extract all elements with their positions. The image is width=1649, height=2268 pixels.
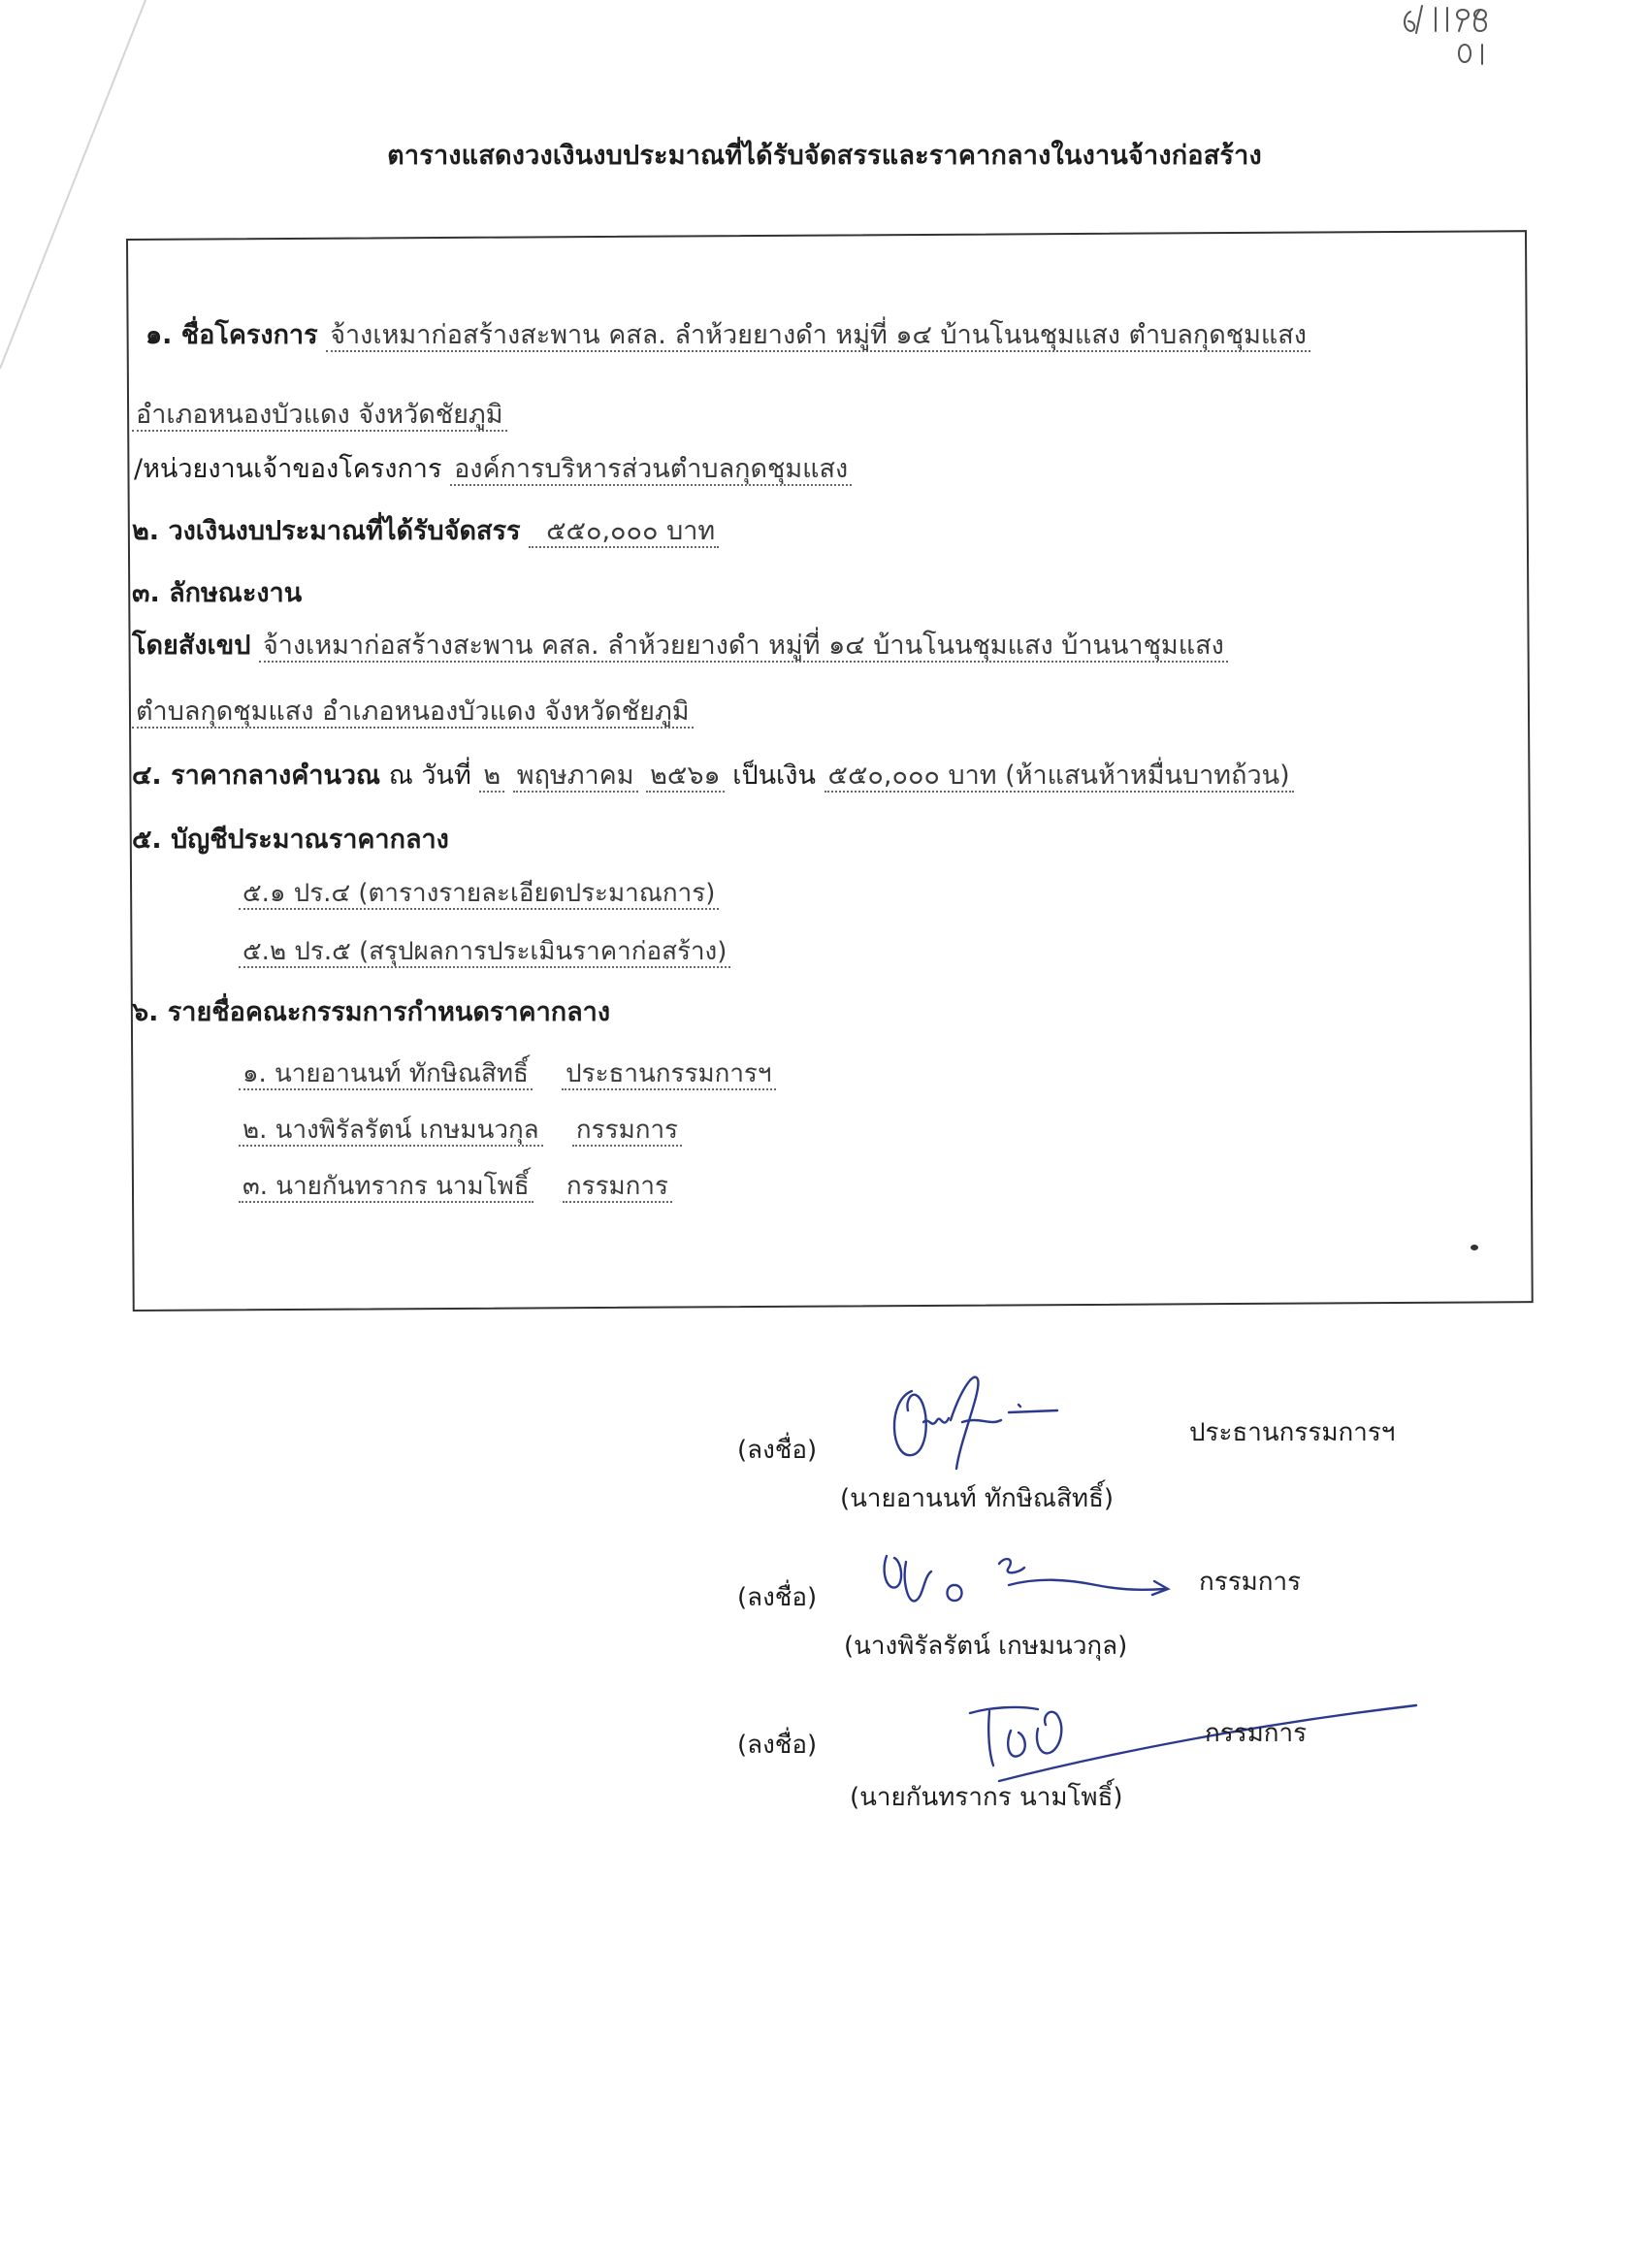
median-price-amount: ๕๕๐,๐๐๐ บาท (ห้าแสนห้าหมื่นบาทถ้วน) — [824, 761, 1294, 793]
sign-role-1: ประธานกรรมการฯ — [1189, 1418, 1396, 1447]
scan-dot — [1471, 1245, 1478, 1250]
sign-role-3: กรรมการ — [1205, 1719, 1308, 1748]
work-type-label: ๓. ลักษณะงาน — [132, 578, 303, 608]
sign-label-1: (ลงชื่อ) — [737, 1436, 818, 1465]
committee-member-2-name: ๒. นางพิรัลรัตน์ เกษมนวกุล — [239, 1116, 543, 1147]
signature-1 — [873, 1362, 1077, 1478]
budget-value: ๕๕๐,๐๐๐ บาท — [529, 516, 719, 548]
agency-label: /หน่วยงานเจ้าของโครงการ — [134, 454, 442, 484]
project-location-row — [132, 400, 507, 431]
work-summary-label: โดยสังเขป — [132, 631, 251, 661]
committee-member-2-role: กรรมการ — [572, 1116, 682, 1147]
committee-member-3-name: ๓. นายกันทรากร นามโพธิ์ — [239, 1172, 534, 1203]
price-list-item-2 — [239, 937, 730, 967]
committee-member-3-role: กรรมการ — [563, 1172, 672, 1203]
work-summary-row-2 — [132, 697, 694, 728]
project-location-value: อำเภอหนองบัวแดง จังหวัดชัยภูมิ — [132, 400, 507, 432]
sign-name-3: (นายกันทรากร นามโพธิ์) — [850, 1783, 1123, 1812]
median-price-day: ๒ — [479, 761, 504, 793]
price-list-item-1-text: ๕.๑ ปร.๔ (ตารางรายละเอียดประมาณการ) — [239, 879, 719, 910]
price-list-item-1 — [239, 879, 719, 909]
work-summary-value-2: ตำบลกุดชุมแสง อำเภอหนองบัวแดง จังหวัดชัยภูมิ — [132, 697, 694, 729]
median-price-row — [132, 761, 1294, 792]
project-name-label: ๑. ชื่อโครงการ — [146, 320, 318, 350]
committee-member-1-name: ๑. นายอานนท์ ทักษิณสิทธิ์ — [239, 1059, 533, 1090]
median-price-month: พฤษภาคม — [513, 761, 638, 793]
budget-label: ๒. วงเงินงบประมาณที่ได้รับจัดสรร — [132, 516, 521, 546]
committee-member-1-role: ประธานกรรมการฯ — [562, 1059, 775, 1090]
committee-member-2 — [239, 1116, 682, 1146]
work-summary-value: จ้างเหมาก่อสร้างสะพาน คสล. ลำห้วยยางดำ หมู่ที่ ๑๔ บ้านโนนชุมแสง บ้านนาชุมแสง — [259, 631, 1228, 663]
sign-label-2: (ลงชื่อ) — [737, 1583, 818, 1612]
work-summary-row — [132, 631, 1228, 662]
median-price-year: ๒๕๖๑ — [646, 761, 725, 793]
sign-name-2: (นางพิรัลรัตน์ เกษมนวกุล) — [844, 1632, 1128, 1661]
signature-2 — [873, 1542, 1193, 1630]
agency-value: องค์การบริหารส่วนตำบลกุดชุมแสง — [450, 454, 852, 486]
project-name-row — [146, 320, 1310, 351]
project-name-value: จ้างเหมาก่อสร้างสะพาน คสล. ลำห้วยยางดำ หมู่ที่ ๑๔ บ้านโนนชุมแสง ตำบลกุดชุมแสง — [326, 320, 1310, 352]
committee-member-1 — [239, 1059, 776, 1089]
budget-row — [132, 516, 719, 547]
sign-label-3: (ลงชื่อ) — [737, 1731, 818, 1760]
committee-label: ๖. รายชื่อคณะกรรมการกำหนดราคากลาง — [132, 997, 611, 1027]
agency-row — [134, 454, 852, 485]
sign-role-2: กรรมการ — [1199, 1568, 1302, 1597]
handwritten-corner-note — [1397, 2, 1523, 70]
median-price-label: ๔. ราคากลางคำนวณ — [132, 761, 381, 791]
document-title: ตารางแสดงวงเงินงบประมาณที่ได้รับจัดสรรและราคากลางในงานจ้างก่อสร้าง — [387, 141, 1262, 171]
price-list-label: ๕. บัญชีประมาณราคากลาง — [132, 825, 449, 855]
sign-name-1: (นายอานนท์ ทักษิณสิทธิ์) — [840, 1484, 1115, 1513]
committee-member-3 — [239, 1172, 672, 1202]
median-price-amount-label: เป็นเงิน — [732, 761, 816, 791]
median-price-date-label: ณ วันที่ — [388, 761, 471, 791]
price-list-item-2-text: ๕.๒ ปร.๕ (สรุปผลการประเมินราคาก่อสร้าง) — [239, 937, 730, 968]
